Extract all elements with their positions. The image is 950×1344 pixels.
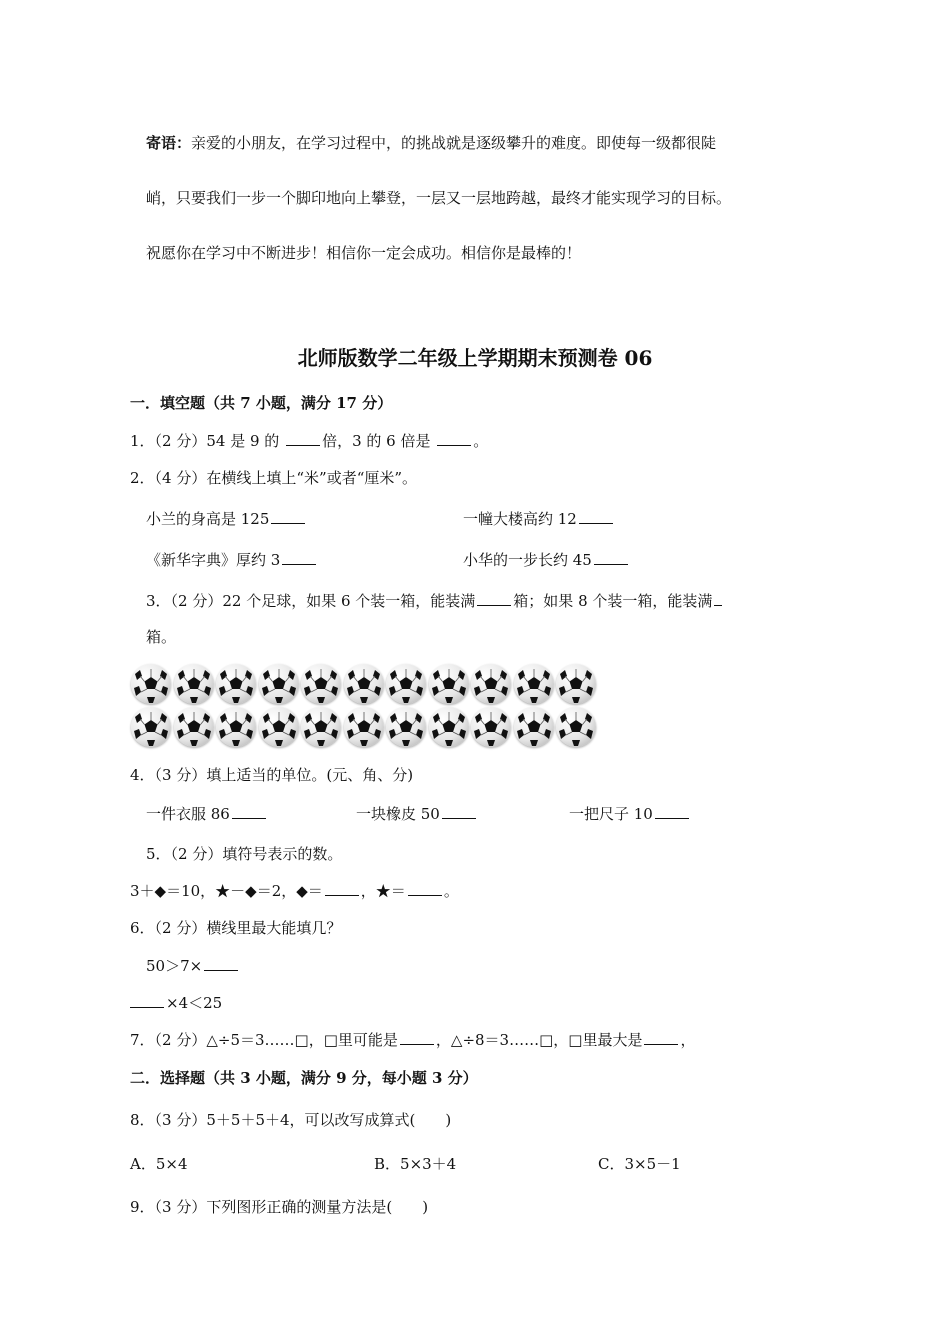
soccer-ball-icon: [259, 707, 299, 747]
q3-blank-1[interactable]: [477, 591, 511, 606]
q8-option-c[interactable]: C．3×5－1: [598, 1155, 681, 1173]
q1-part-b: 倍，3 的 6 倍是: [322, 432, 436, 450]
q1-part-c: 。: [473, 432, 489, 450]
q5-blank-1[interactable]: [325, 881, 359, 896]
soccer-ball-icon: [174, 664, 214, 704]
q7-blank-1[interactable]: [400, 1030, 434, 1045]
soccer-ball-icon: [301, 707, 341, 747]
q3-part-a: 3．（2 分）22 个足球，如果 6 个装一箱，能装满: [146, 592, 476, 610]
soccer-ball-icon: [471, 664, 511, 704]
question-7: [130, 1029, 695, 1051]
question-5-stem: 5．（2 分）填符号表示的数。: [146, 845, 343, 863]
soccer-ball-icon: [301, 664, 341, 704]
question-6-stem: 6．（2 分）横线里最大能填几？: [130, 919, 342, 937]
q6-expr-1-text: 50＞7×: [146, 957, 203, 975]
q2-blank-2[interactable]: [579, 509, 613, 524]
soccer-ball-icon: [259, 664, 299, 704]
q4-blank-3[interactable]: [655, 804, 689, 819]
q7-part-b: ，△÷8＝3……□，□里最大是: [435, 1031, 643, 1049]
soccer-ball-icon: [344, 664, 384, 704]
question-2-stem: 2．（4 分）在横线上填上“米”或者“厘米”。: [130, 469, 418, 487]
q2-blank-4[interactable]: [594, 550, 628, 565]
q2-item-4: [463, 549, 630, 571]
q4-item-3-text: 一把尺子 10: [569, 805, 653, 823]
question-9-stem: 9．（3 分）下列图形正确的测量方法是( ): [130, 1198, 429, 1216]
section-2-heading: 二．选择题（共 3 小题，满分 9 分，每小题 3 分）: [130, 1069, 478, 1087]
q7-blank-2[interactable]: [644, 1030, 678, 1045]
q6-blank-2[interactable]: [130, 993, 164, 1008]
exam-title: 北师版数学二年级上学期期末预测卷 06: [297, 346, 653, 370]
q4-item-1-text: 一件衣服 86: [146, 805, 230, 823]
preface-line-2: 峭，只要我们一步一个脚印地向上攀登，一层又一层地跨越，最终才能实现学习的目标。: [146, 189, 732, 207]
q8-option-a[interactable]: A．5×4: [130, 1155, 188, 1173]
q6-expr-2-text: ×4＜25: [166, 994, 223, 1012]
q8-option-b[interactable]: B．5×3＋4: [374, 1155, 457, 1173]
soccer-ball-icon: [386, 664, 426, 704]
q7-part-c: ，: [680, 1031, 696, 1049]
soccer-ball-icon: [556, 707, 596, 747]
soccer-ball-icon: [471, 707, 511, 747]
q4-blank-2[interactable]: [442, 804, 476, 819]
q4-item-1: [146, 803, 268, 825]
preface-label: 寄语：: [146, 134, 192, 152]
soccer-ball-icon: [216, 707, 256, 747]
q4-item-2: [356, 803, 478, 825]
soccer-ball-icon: [514, 707, 554, 747]
q2-item-3-text: 《新华字典》厚约 3: [146, 551, 281, 569]
q7-part-a: 7．（2 分）△÷5＝3……□，□里可能是: [130, 1031, 398, 1049]
q5-part-a: 3＋◆＝10，★－◆＝2，◆＝: [130, 882, 323, 900]
preface-text-1: 亲爱的小朋友，在学习过程中，的挑战就是逐级攀升的难度。即使每一级都很陡: [191, 134, 717, 152]
q6-expression-2: [130, 992, 222, 1014]
q3-blank-2[interactable]: [714, 591, 722, 606]
q4-item-3: [569, 803, 691, 825]
q2-item-2: [463, 508, 615, 530]
q6-expression-1: [146, 955, 240, 977]
soccer-ball-icon: [386, 707, 426, 747]
question-3: [146, 590, 724, 612]
q5-part-c: 。: [443, 882, 459, 900]
preface-line-1: [146, 132, 716, 154]
q1-part-a: 1．（2 分）54 是 9 的: [130, 432, 285, 450]
q2-item-1-text: 小兰的身高是 125: [146, 510, 270, 528]
q2-blank-3[interactable]: [282, 550, 316, 565]
soccer-ball-icon: [429, 707, 469, 747]
q2-blank-1[interactable]: [271, 509, 305, 524]
q3-part-c: 箱。: [146, 628, 177, 646]
section-1-heading: 一．填空题（共 7 小题，满分 17 分）: [130, 394, 393, 412]
q5-equation: [130, 880, 459, 902]
q5-part-b: ，★＝: [360, 882, 406, 900]
soccer-ball-icon: [131, 664, 171, 704]
q5-blank-2[interactable]: [408, 881, 442, 896]
soccer-ball-icon: [556, 664, 596, 704]
q4-item-2-text: 一块橡皮 50: [356, 805, 440, 823]
soccer-ball-icon: [429, 664, 469, 704]
soccer-ball-icon: [344, 707, 384, 747]
soccer-ball-icon: [174, 707, 214, 747]
q2-item-1: [146, 508, 307, 530]
q6-blank-1[interactable]: [204, 956, 238, 971]
q1-blank-2[interactable]: [437, 431, 471, 446]
question-1: [130, 430, 488, 452]
question-4-stem: 4．（3 分）填上适当的单位。(元、角、分): [130, 766, 414, 784]
question-8-stem: 8．（3 分）5＋5＋5＋4，可以改写成算式( ): [130, 1111, 452, 1129]
soccer-ball-icon: [131, 707, 171, 747]
q1-blank-1[interactable]: [286, 431, 320, 446]
q3-part-b: 箱；如果 8 个装一箱，能装满: [513, 592, 713, 610]
q4-blank-1[interactable]: [232, 804, 266, 819]
soccer-ball-icon: [514, 664, 554, 704]
q2-item-4-text: 小华的一步长约 45: [463, 551, 592, 569]
q2-item-3: [146, 549, 318, 571]
preface-line-3: 祝愿你在学习中不断进步！相信你一定会成功。相信你是最棒的！: [146, 244, 582, 262]
soccer-ball-icon: [216, 664, 256, 704]
q2-item-2-text: 一幢大楼高约 12: [463, 510, 577, 528]
